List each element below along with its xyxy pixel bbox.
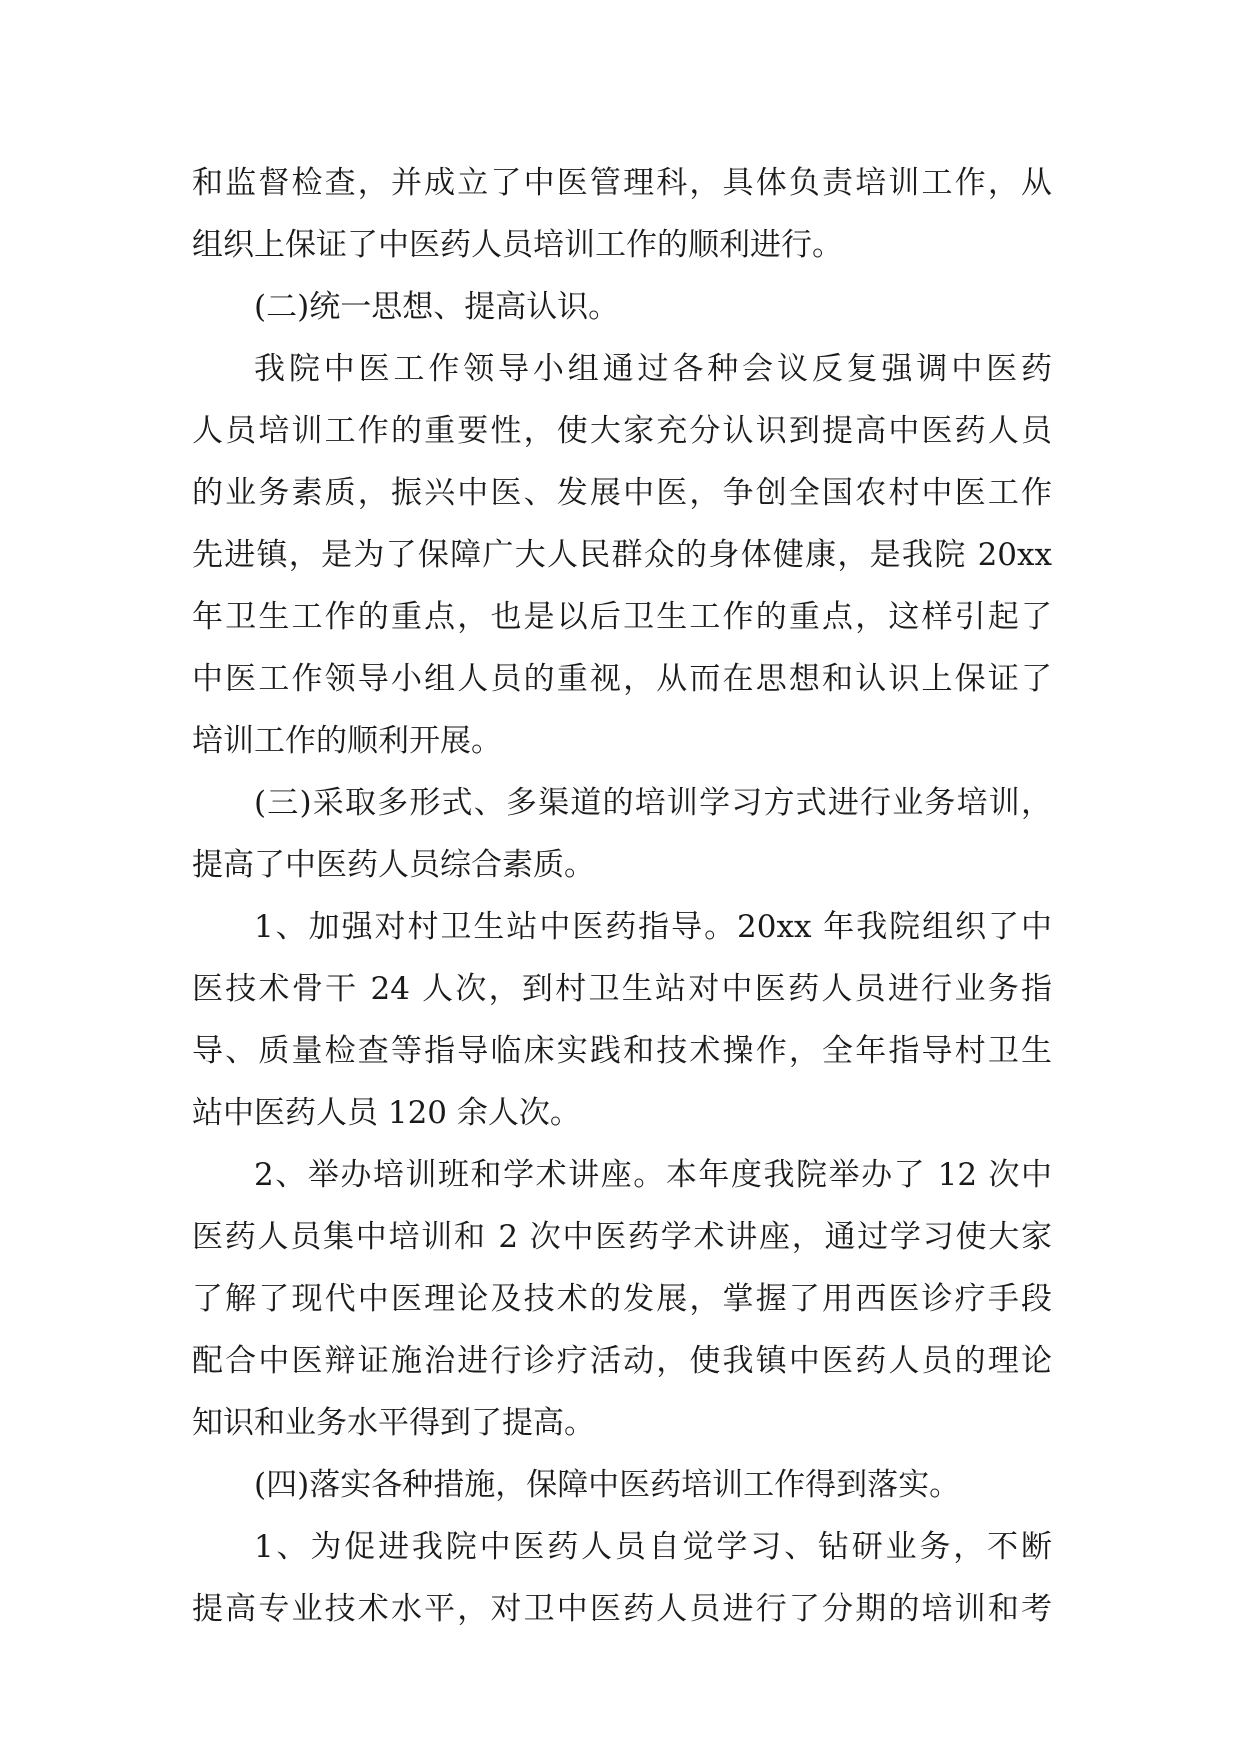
text-line: (二)统一思想、提高认识。 bbox=[254, 289, 620, 325]
body-text bbox=[192, 152, 1052, 1640]
text-line: 2、举办培训班和学术讲座。本年度我院举办了 12 次中 bbox=[254, 1157, 1052, 1193]
text-line: 人员培训工作的重要性，使大家充分认识到提高中医药人员 bbox=[192, 413, 1052, 449]
text-line: 中医工作领导小组人员的重视，从而在思想和认识上保证了 bbox=[192, 661, 1052, 697]
text-line: 1、加强对村卫生站中医药指导。20xx 年我院组织了中 bbox=[254, 909, 1052, 945]
text-line: 了解了现代中医理论及技术的发展，掌握了用西医诊疗手段 bbox=[192, 1281, 1052, 1317]
text-line: (四)落实各种措施，保障中医药培训工作得到落实。 bbox=[254, 1467, 961, 1503]
text-line: 医技术骨干 24 人次，到村卫生站对中医药人员进行业务指 bbox=[192, 971, 1052, 1007]
text-line: 提高专业技术水平，对卫中医药人员进行了分期的培训和考 bbox=[192, 1591, 1052, 1627]
text-line: 培训工作的顺利开展。 bbox=[192, 723, 502, 759]
text-line: 我院中医工作领导小组通过各种会议反复强调中医药 bbox=[254, 351, 1052, 387]
text-line: 导、质量检查等指导临床实践和技术操作，全年指导村卫生 bbox=[192, 1033, 1052, 1069]
text-line: 提高了中医药人员综合素质。 bbox=[192, 847, 595, 883]
text-line: (三)采取多形式、多渠道的培训学习方式进行业务培训， bbox=[254, 785, 1052, 821]
text-line: 配合中医辩证施治进行诊疗活动，使我镇中医药人员的理论 bbox=[192, 1343, 1052, 1379]
text-line: 的业务素质，振兴中医、发展中医，争创全国农村中医工作 bbox=[192, 475, 1052, 511]
text-line: 和监督检查，并成立了中医管理科，具体负责培训工作，从 bbox=[192, 165, 1052, 201]
text-line: 年卫生工作的重点，也是以后卫生工作的重点，这样引起了 bbox=[192, 599, 1052, 635]
text-line: 医药人员集中培训和 2 次中医药学术讲座，通过学习使大家 bbox=[192, 1219, 1052, 1255]
text-line: 先进镇，是为了保障广大人民群众的身体健康，是我院 20xx bbox=[192, 537, 1052, 573]
text-line: 知识和业务水平得到了提高。 bbox=[192, 1405, 595, 1441]
text-line: 1、为促进我院中医药人员自觉学习、钻研业务，不断 bbox=[254, 1529, 1052, 1565]
text-line: 组织上保证了中医药人员培训工作的顺利进行。 bbox=[192, 227, 843, 263]
text-line: 站中医药人员 120 余人次。 bbox=[192, 1095, 581, 1131]
